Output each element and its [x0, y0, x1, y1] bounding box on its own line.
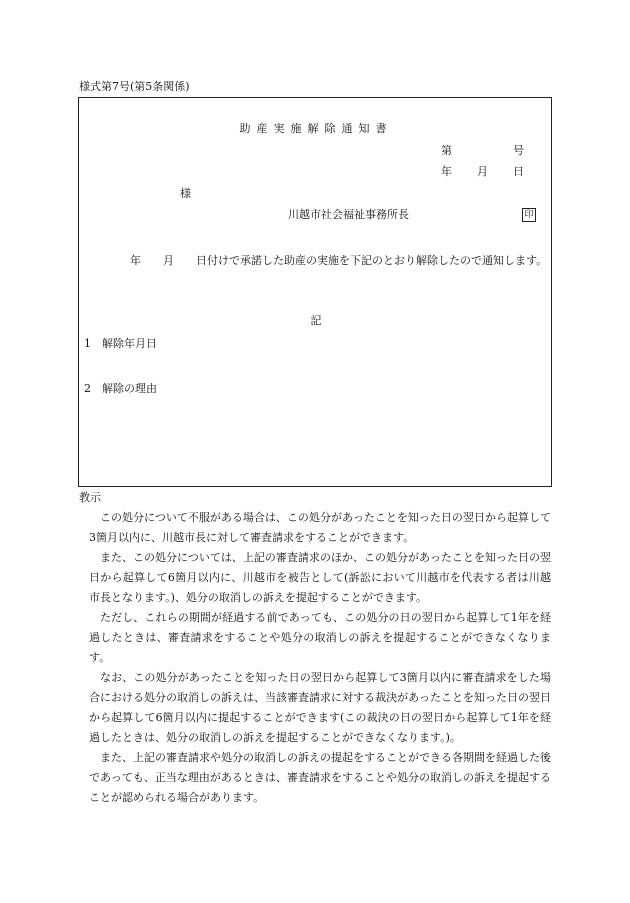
instruction-paragraph: また、この処分については、上記の審査請求のほか、この処分があったことを知った日の翌日から起算して6箇月以内に、川越市を被告として(訴訟において川越市を代表する者は川越市長となります。)、処分の取消しの訴えを提起することができます。 — [89, 551, 551, 604]
instruction-paragraph: ただし、これらの期間が経過する前であっても、この処分の日の翌日から起算して1年を経過したときは、審査請求をすることや処分の取消しの訴えを提起することができなくなります。 — [89, 611, 551, 664]
seal-mark: 印 — [522, 208, 536, 222]
item-2-label: 解除の理由 — [102, 382, 157, 395]
document-title: 助産実施解除通知書 — [239, 122, 393, 135]
number-suffix: 号 — [513, 144, 524, 157]
date-year: 年 — [441, 165, 452, 178]
notice-body: 年 月 日付けで承諾した助産の実施を下記のとおり解除したので通知します。 — [86, 254, 548, 267]
number-label: 第 — [441, 144, 452, 157]
date-row — [441, 165, 524, 179]
date-month: 月 — [477, 165, 488, 178]
item-2 — [84, 382, 157, 396]
instructions — [89, 508, 551, 808]
ki-heading: 記 — [310, 314, 322, 327]
item-1-number: 1 — [84, 337, 91, 350]
item-1 — [84, 337, 157, 351]
date-day: 日 — [513, 165, 524, 178]
notice-frame — [78, 97, 552, 487]
instruction-paragraph: なお、この処分があったことを知った日の翌日から起算して3箇月以内に審査請求をした場合における処分の取消しの訴えは、当該審査請求に対する裁決があったことを知った日の翌日から起算して6箇月以内に提起することができます(この裁決の日の翌日から起算して1年を経過したときは、処分の取消しの訴えを提起することができなくなります。)。 — [89, 671, 551, 744]
issuer-name: 川越市社会福祉事務所長 — [288, 208, 409, 221]
instruction-paragraph: この処分について不服がある場合は、この処分があったことを知った日の翌日から起算して3箇月以内に、川越市長に対して審査請求をすることができます。 — [89, 511, 551, 544]
item-1-label: 解除年月日 — [102, 337, 157, 350]
instruction-paragraph: また、上記の審査請求や処分の取消しの訴えの提起をすることができる各期間を経過した後であっても、正当な理由があるときは、審査請求をすることや処分の取消しの訴えを提起することが認められる場合があります。 — [89, 751, 551, 804]
instruction-heading: 教示 — [79, 491, 101, 504]
item-2-number: 2 — [84, 382, 91, 395]
form-label: 様式第7号(第5条関係) — [79, 80, 190, 93]
addressee-suffix: 様 — [180, 187, 191, 200]
